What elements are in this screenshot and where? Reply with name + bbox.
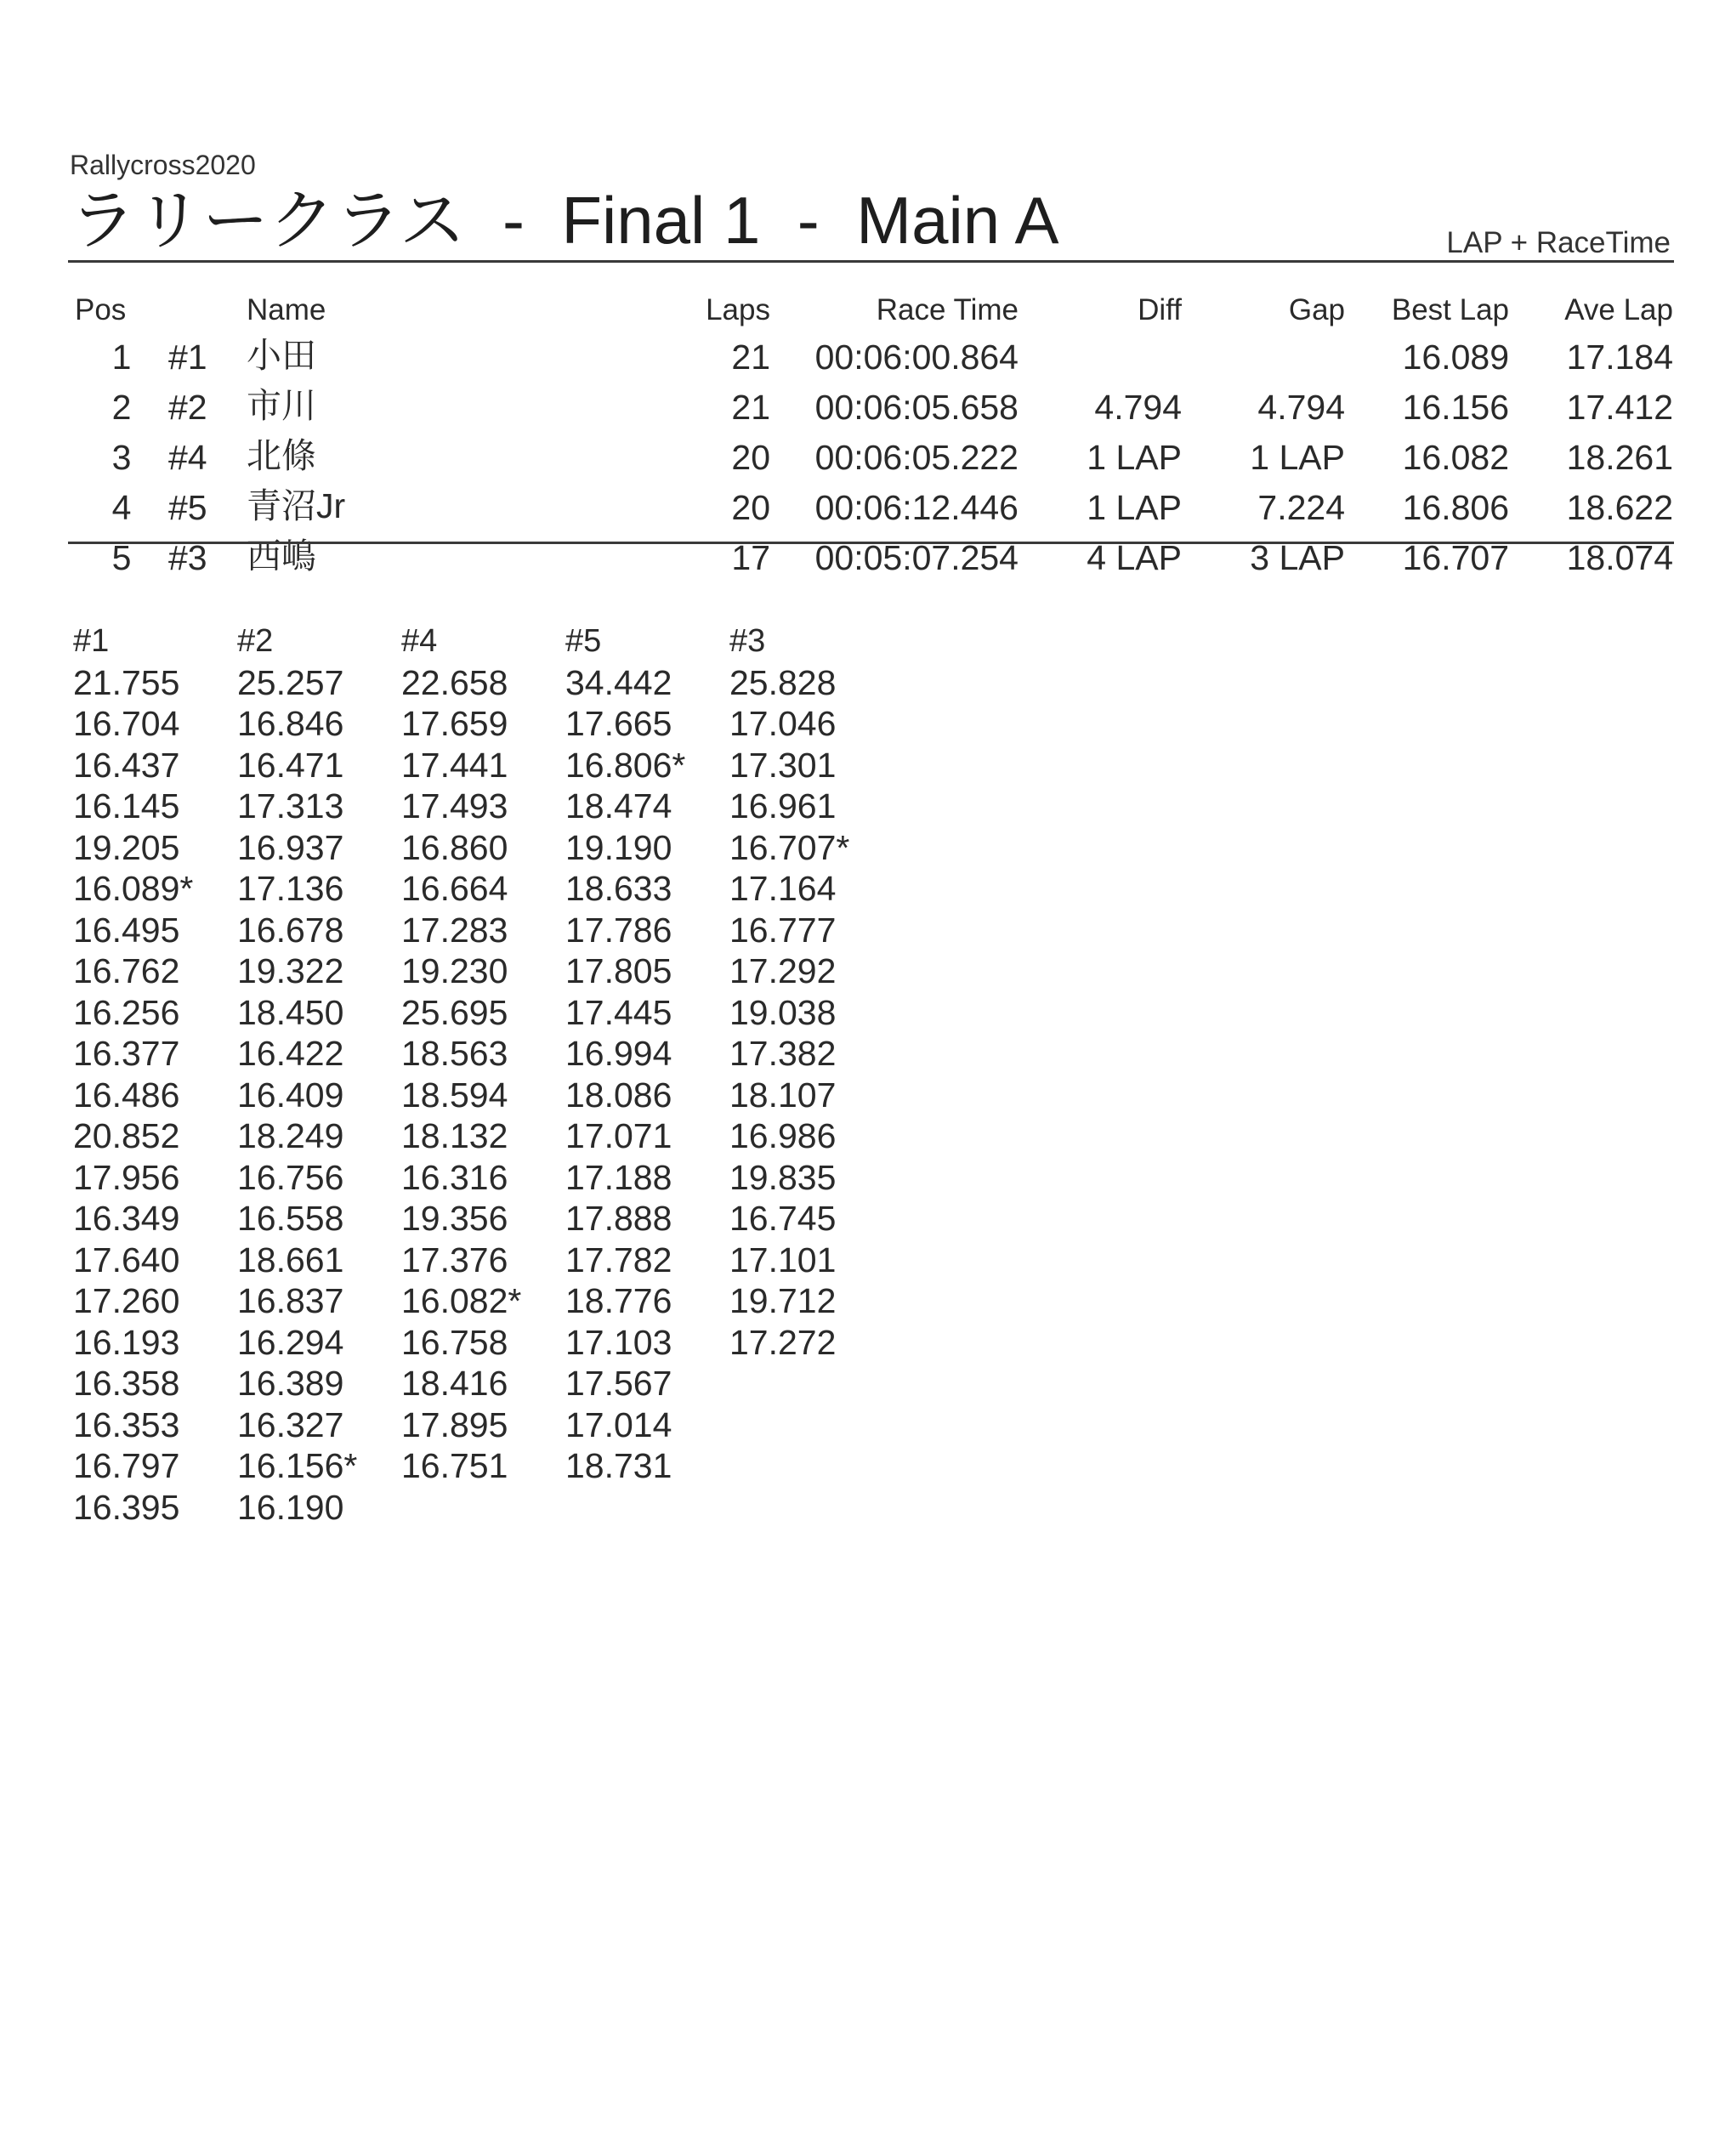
lap-time: 20.852 xyxy=(73,1116,180,1155)
lap-time: 17.283 xyxy=(401,910,508,950)
car-number-cell: #5 xyxy=(168,488,207,527)
best-lap-cell: 16.156 xyxy=(1402,388,1509,427)
race-time-cell: 00:05:07.254 xyxy=(814,538,1019,577)
laps-cell: 17 xyxy=(731,538,770,577)
lap-time: 18.132 xyxy=(401,1116,508,1155)
lap-column xyxy=(237,621,401,1528)
lap-time: 16.190 xyxy=(237,1487,344,1527)
lap-time: 16.395 xyxy=(73,1487,180,1527)
pos-cell: 5 xyxy=(111,538,132,577)
lap-time: 17.301 xyxy=(729,745,837,785)
lap-time: 17.103 xyxy=(565,1322,672,1362)
lap-time: 16.156* xyxy=(237,1446,358,1485)
lap-time: 16.860 xyxy=(401,827,508,867)
lap-time: 25.695 xyxy=(401,992,508,1032)
lap-time: 16.758 xyxy=(401,1322,508,1362)
gap-cell: 4.794 xyxy=(1257,388,1345,427)
lap-time: 16.756 xyxy=(237,1157,344,1197)
lap-time: 16.704 xyxy=(73,704,180,743)
lap-time: 18.474 xyxy=(565,786,672,826)
driver-name-cell: 青沼Jr xyxy=(247,486,346,525)
diff-cell: 4.794 xyxy=(1094,388,1182,427)
lap-time: 16.145 xyxy=(73,786,180,826)
lap-time: 16.751 xyxy=(401,1446,508,1485)
laps-cell: 20 xyxy=(731,488,770,527)
best-lap-cell: 16.707 xyxy=(1402,538,1509,577)
lap-time: 17.376 xyxy=(401,1240,508,1279)
results-header-row xyxy=(75,289,1673,327)
lap-time: 18.661 xyxy=(237,1240,344,1279)
driver-name-cell: 西嶋 xyxy=(247,536,316,576)
lap-time: 16.193 xyxy=(73,1322,180,1362)
lap-time: 17.260 xyxy=(73,1281,180,1320)
result-row xyxy=(75,377,1673,428)
lap-time: 17.493 xyxy=(401,786,508,826)
result-row xyxy=(75,327,1673,377)
lap-time: 18.107 xyxy=(729,1075,837,1115)
lap-time: 18.450 xyxy=(237,992,344,1032)
pos-cell: 4 xyxy=(111,488,132,527)
lap-time: 18.249 xyxy=(237,1116,344,1155)
lap-time: 16.777 xyxy=(729,910,837,950)
col-laps-header: Laps xyxy=(706,293,770,326)
laps-cell: 21 xyxy=(731,338,770,377)
lap-time: 25.828 xyxy=(729,662,837,702)
col-gap-header: Gap xyxy=(1288,293,1345,326)
result-row xyxy=(75,528,1673,578)
gap-cell xyxy=(1182,327,1345,377)
lap-time: 17.895 xyxy=(401,1404,508,1444)
col-bestlap-header: Best Lap xyxy=(1391,293,1509,326)
lap-time: 18.563 xyxy=(401,1034,508,1073)
lap-time: 16.353 xyxy=(73,1404,180,1444)
lap-time: 19.230 xyxy=(401,951,508,990)
lap-time: 17.659 xyxy=(401,704,508,743)
lap-time: 16.437 xyxy=(73,745,180,785)
lap-time: 17.136 xyxy=(237,869,344,908)
lap-time: 16.837 xyxy=(237,1281,344,1320)
best-lap-cell: 16.089 xyxy=(1402,338,1509,377)
race-time-cell: 00:06:12.446 xyxy=(814,488,1019,527)
diff-cell: 1 LAP xyxy=(1087,438,1182,477)
lap-time: 16.664 xyxy=(401,869,508,908)
lap-time: 17.046 xyxy=(729,704,837,743)
lap-time: 16.256 xyxy=(73,992,180,1032)
driver-name-cell: 北條 xyxy=(247,436,316,475)
car-number-cell: #4 xyxy=(168,438,207,477)
lap-time: 19.322 xyxy=(237,951,344,990)
lap-column-car: #4 xyxy=(401,623,438,659)
lap-time: 16.937 xyxy=(237,827,344,867)
lap-time: 16.986 xyxy=(729,1116,837,1155)
lap-time: 16.961 xyxy=(729,786,837,826)
results-table xyxy=(75,289,1673,578)
ave-lap-cell: 17.184 xyxy=(1566,338,1673,377)
race-time-cell: 00:06:00.864 xyxy=(814,338,1019,377)
lap-time: 16.797 xyxy=(73,1446,180,1485)
lap-time: 16.762 xyxy=(73,951,180,990)
lap-time: 25.257 xyxy=(237,662,344,702)
format-label: LAP + RaceTime xyxy=(1446,226,1671,259)
lap-time: 16.389 xyxy=(237,1364,344,1403)
lap-time: 19.356 xyxy=(401,1199,508,1238)
lap-time: 17.445 xyxy=(565,992,672,1032)
lap-times-grid xyxy=(73,621,894,1528)
lap-time: 17.567 xyxy=(565,1364,672,1403)
results-divider xyxy=(68,542,1674,544)
col-avelap-header: Ave Lap xyxy=(1564,293,1673,326)
lap-column xyxy=(565,621,729,1528)
lap-time: 16.558 xyxy=(237,1199,344,1238)
lap-time: 16.349 xyxy=(73,1199,180,1238)
gap-cell: 3 LAP xyxy=(1250,538,1345,577)
lap-time: 16.327 xyxy=(237,1404,344,1444)
ave-lap-cell: 18.622 xyxy=(1566,488,1673,527)
lap-time: 17.786 xyxy=(565,910,672,950)
laps-cell: 20 xyxy=(731,438,770,477)
lap-time: 17.441 xyxy=(401,745,508,785)
col-diff-header: Diff xyxy=(1138,293,1182,326)
result-row xyxy=(75,478,1673,528)
gap-cell: 7.224 xyxy=(1257,488,1345,527)
lap-time: 18.594 xyxy=(401,1075,508,1115)
lap-time: 19.038 xyxy=(729,992,837,1032)
lap-time: 17.292 xyxy=(729,951,837,990)
col-pos-header: Pos xyxy=(75,293,127,326)
lap-time: 16.678 xyxy=(237,910,344,950)
lap-time: 18.633 xyxy=(565,869,672,908)
page-title: ラリークラス - Final 1 - Main A xyxy=(70,183,1059,258)
lap-time: 17.272 xyxy=(729,1322,837,1362)
lap-time: 17.956 xyxy=(73,1157,180,1197)
lap-time: 17.188 xyxy=(565,1157,672,1197)
lap-time: 17.164 xyxy=(729,869,837,908)
lap-time: 18.731 xyxy=(565,1446,672,1485)
col-car-header xyxy=(168,289,247,327)
ave-lap-cell: 17.412 xyxy=(1566,388,1673,427)
lap-time: 19.835 xyxy=(729,1157,837,1197)
lap-time: 17.665 xyxy=(565,704,672,743)
lap-time: 18.776 xyxy=(565,1281,672,1320)
lap-time: 16.745 xyxy=(729,1199,837,1238)
race-time-cell: 00:06:05.222 xyxy=(814,438,1019,477)
car-number-cell: #2 xyxy=(168,388,207,427)
race-time-cell: 00:06:05.658 xyxy=(814,388,1019,427)
ave-lap-cell: 18.074 xyxy=(1566,538,1673,577)
lap-time: 21.755 xyxy=(73,662,180,702)
lap-column xyxy=(401,621,565,1528)
car-number-cell: #1 xyxy=(168,338,207,377)
lap-time: 16.422 xyxy=(237,1034,344,1073)
lap-time: 16.486 xyxy=(73,1075,180,1115)
col-racetime-header: Race Time xyxy=(876,293,1019,326)
lap-time: 16.089* xyxy=(73,869,194,908)
col-name-header: Name xyxy=(247,293,326,326)
lap-time: 16.471 xyxy=(237,745,344,785)
lap-column-car: #2 xyxy=(237,623,274,659)
lap-time: 16.707* xyxy=(729,827,850,867)
best-lap-cell: 16.082 xyxy=(1402,438,1509,477)
lap-time: 16.495 xyxy=(73,910,180,950)
lap-time: 16.994 xyxy=(565,1034,672,1073)
diff-cell: 1 LAP xyxy=(1087,488,1182,527)
driver-name-cell: 小田 xyxy=(247,336,316,375)
lap-time: 17.071 xyxy=(565,1116,672,1155)
lap-time: 16.358 xyxy=(73,1364,180,1403)
lap-time: 17.382 xyxy=(729,1034,837,1073)
lap-time: 16.316 xyxy=(401,1157,508,1197)
lap-time: 19.205 xyxy=(73,827,180,867)
diff-cell: 4 LAP xyxy=(1087,538,1182,577)
lap-time: 17.782 xyxy=(565,1240,672,1279)
lap-time: 16.377 xyxy=(73,1034,180,1073)
lap-time: 18.416 xyxy=(401,1364,508,1403)
lap-time: 19.712 xyxy=(729,1281,837,1320)
ave-lap-cell: 18.261 xyxy=(1566,438,1673,477)
lap-time: 16.846 xyxy=(237,704,344,743)
lap-time: 22.658 xyxy=(401,662,508,702)
lap-time: 17.640 xyxy=(73,1240,180,1279)
car-number-cell: #3 xyxy=(168,538,207,577)
best-lap-cell: 16.806 xyxy=(1402,488,1509,527)
pos-cell: 3 xyxy=(111,438,132,477)
lap-column-car: #3 xyxy=(729,623,766,659)
gap-cell: 1 LAP xyxy=(1250,438,1345,477)
laps-cell: 21 xyxy=(731,388,770,427)
lap-time: 34.442 xyxy=(565,662,672,702)
pos-cell: 1 xyxy=(111,338,132,377)
lap-time: 19.190 xyxy=(565,827,672,867)
lap-time: 18.086 xyxy=(565,1075,672,1115)
diff-cell xyxy=(1019,327,1182,377)
lap-time: 17.101 xyxy=(729,1240,837,1279)
lap-column xyxy=(729,621,894,1528)
lap-time: 16.409 xyxy=(237,1075,344,1115)
lap-column xyxy=(73,621,237,1528)
event-name: Rallycross2020 xyxy=(70,150,256,180)
lap-time: 16.806* xyxy=(565,745,686,785)
lap-column-car: #1 xyxy=(73,623,110,659)
lap-column-car: #5 xyxy=(565,623,602,659)
lap-time: 17.313 xyxy=(237,786,344,826)
lap-time: 17.014 xyxy=(565,1404,672,1444)
lap-time: 17.805 xyxy=(565,951,672,990)
pos-cell: 2 xyxy=(111,388,132,427)
lap-time: 16.082* xyxy=(401,1281,522,1320)
header-divider xyxy=(68,260,1674,263)
lap-time: 16.294 xyxy=(237,1322,344,1362)
result-row xyxy=(75,428,1673,478)
lap-time: 17.888 xyxy=(565,1199,672,1238)
driver-name-cell: 市川 xyxy=(247,386,316,425)
